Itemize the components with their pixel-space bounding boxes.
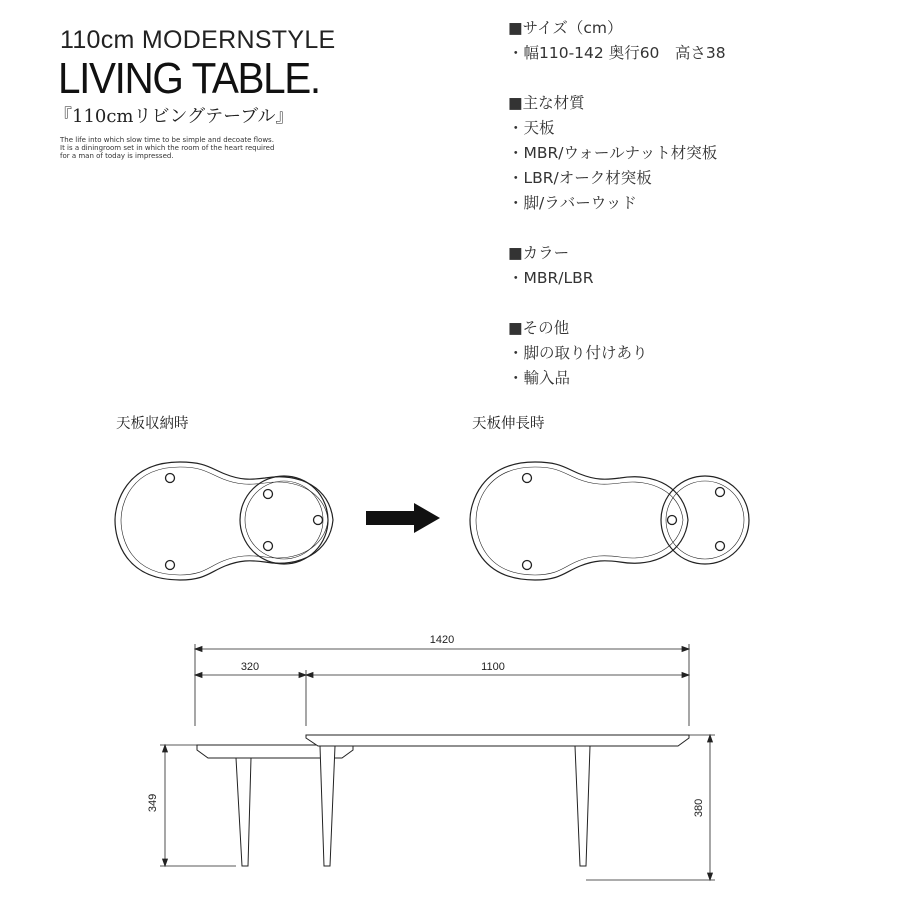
stored-top-label: 天板収納時 xyxy=(116,416,189,432)
spec-item: ・脚の取り付けあり xyxy=(508,344,648,362)
title-size-style: 110cm MODERNSTYLE xyxy=(60,26,336,54)
leg-mark xyxy=(166,474,175,483)
extension-top-inner-circle xyxy=(666,481,744,559)
spec-heading: ■主な材質 xyxy=(508,94,585,112)
spec-heading: ■カラー xyxy=(508,244,570,262)
leg-mark xyxy=(166,561,175,570)
main-top-side xyxy=(306,735,689,746)
table-leg xyxy=(236,758,251,866)
spec-item: ・幅110-142 奥行60 高さ38 xyxy=(508,44,726,62)
extension-top-circle xyxy=(240,476,328,564)
extension-top-circle xyxy=(661,476,749,564)
main-top-inner-outline xyxy=(476,467,683,575)
spec-item: ・天板 xyxy=(508,119,555,137)
leg-mark xyxy=(264,542,273,551)
tagline-line: for a man of today is impressed. xyxy=(60,152,174,160)
leg-mark xyxy=(716,542,725,551)
dim-extension-width: 320 xyxy=(240,661,260,673)
tagline-line: The life into which slow time to be simple and decoate flows. xyxy=(60,136,274,144)
spec-item: ・脚/ラバーウッド xyxy=(508,194,637,212)
leg-mark xyxy=(314,516,323,525)
arrow-icon xyxy=(366,503,440,533)
spec-heading: ■サイズ（cm） xyxy=(508,19,623,37)
dim-main-width: 1100 xyxy=(481,661,505,673)
title-living-table: LIVING TABLE. xyxy=(58,54,320,103)
extended-top-label: 天板伸長時 xyxy=(472,416,545,432)
leg-mark xyxy=(668,516,677,525)
spec-item: ・MBR/LBR xyxy=(508,269,594,287)
spec-heading: ■その他 xyxy=(508,319,570,337)
leg-mark xyxy=(716,488,725,497)
table-leg xyxy=(320,746,335,866)
title-japanese: 『110cmリビングテーブル』 xyxy=(54,106,294,127)
spec-item: ・LBR/オーク材突板 xyxy=(508,169,652,187)
table-leg xyxy=(575,746,590,866)
side-elevation xyxy=(160,644,715,880)
leg-mark xyxy=(523,474,532,483)
top-view-extended xyxy=(470,462,749,580)
top-view-stored xyxy=(115,462,333,580)
spec-item: ・輸入品 xyxy=(508,369,571,387)
dim-main-height: 380 xyxy=(693,798,705,818)
dim-extension-height: 349 xyxy=(147,793,159,813)
leg-mark xyxy=(523,561,532,570)
spec-item: ・MBR/ウォールナット材突板 xyxy=(508,144,718,162)
tagline-line: It is a diningroom set in which the room of the heart required xyxy=(60,144,275,152)
extension-top-inner-circle xyxy=(245,481,323,559)
leg-mark xyxy=(264,490,273,499)
dim-total-width: 1420 xyxy=(429,634,455,646)
